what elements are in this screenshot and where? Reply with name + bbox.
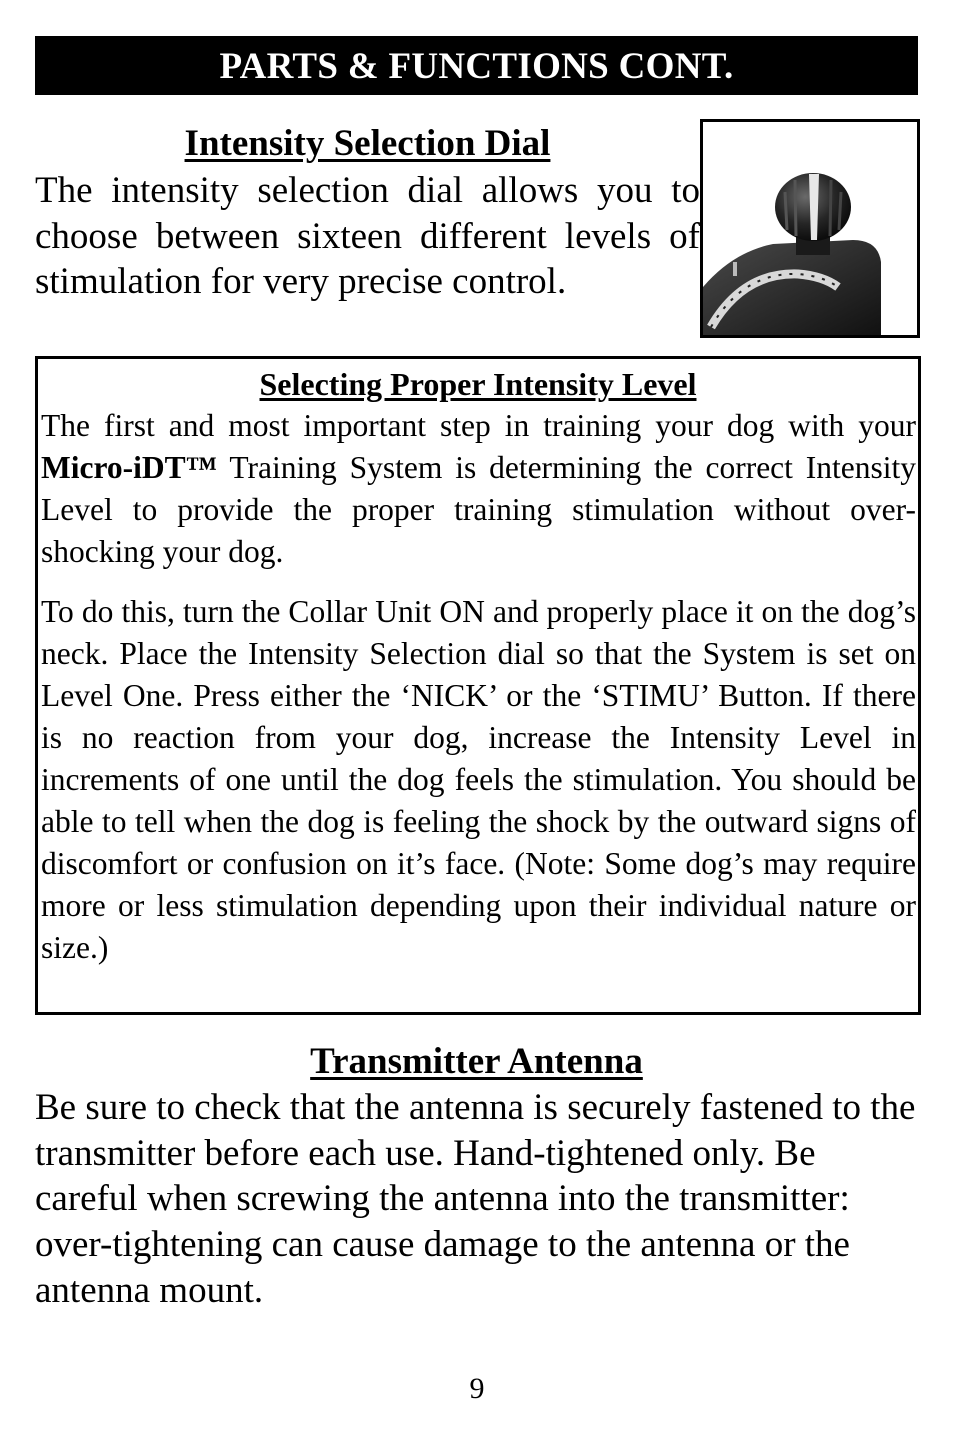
selecting-intensity-paragraph-1 [41,405,916,573]
intensity-dial-heading-text: Intensity Selection Dial [184,123,551,164]
selecting-intensity-heading [38,365,918,403]
antenna-heading [35,1040,918,1084]
intensity-dial-description: The intensity selection dial allows you to choose between sixteen different levels of stimulation for very precise control. [35,170,700,302]
brand-name: Micro-iDT™ [41,450,218,485]
selecting-intensity-heading-text: Selecting Proper Intensity Level [259,366,697,402]
dial-image-icon [703,122,917,335]
antenna-heading-text: Transmitter Antenna [310,1041,643,1082]
page-header: PARTS & FUNCTIONS CONT. [35,36,918,95]
intensity-dial-heading [35,122,700,166]
p1-text-before: The first and most important step in training your dog with your [41,408,916,443]
p1-text-after: Training System is determining the correct Intensity Level to provide the proper training stimulation without over-shocking your dog. [41,450,916,569]
page-number: 9 [469,1372,485,1405]
selecting-intensity-box [35,356,921,1015]
selecting-intensity-paragraph-2: To do this, turn the Collar Unit ON and properly place it on the dog’s neck. Place the Intensity Selection dial so that the System is set on Level One. Press either the ‘NICK’ or the ‘STIMU’ Button. If there is no reaction from your dog, increase the Intensity Level in increments of one until the dog feels the stimulation. You should be able to tell when the dog is feeling the shock by the outward signs of discomfort or confusion on it’s face. (Note: Some dog’s may require more or less stimulation depending upon their individual nature or size.) [41,594,916,965]
antenna-description: Be sure to check that the antenna is securely fastened to the transmitter before each use. Hand-tightened only. Be careful when screwing the antenna into the transmitter: over-tightening can cause damage to the antenna or the antenna mount. [35,1087,916,1311]
intensity-dial-photo [700,119,920,338]
